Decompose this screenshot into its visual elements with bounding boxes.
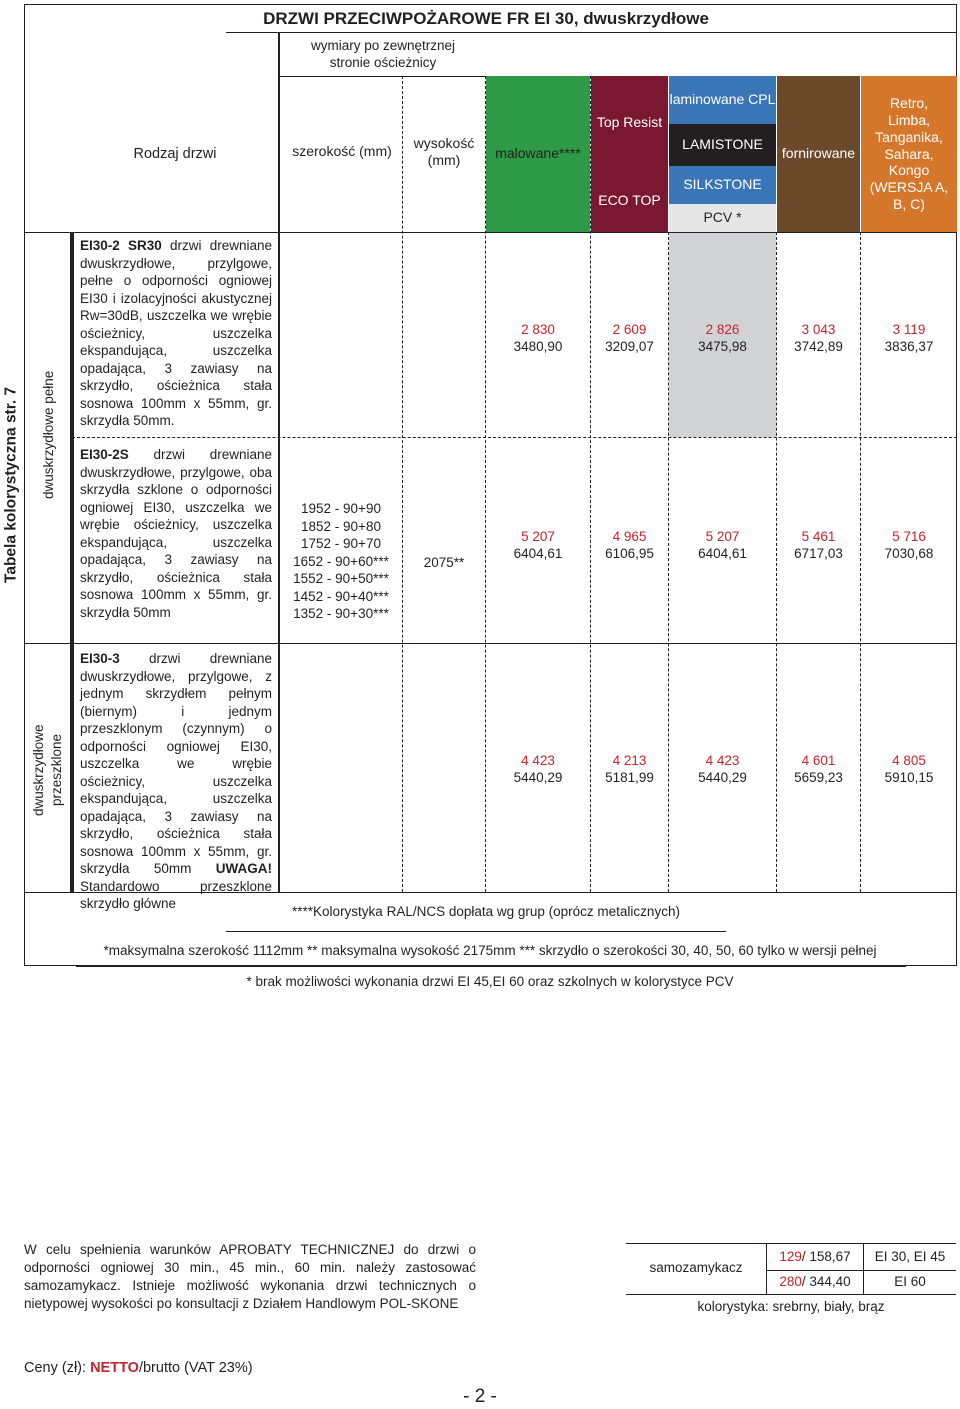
header-eco-top: ECO TOP: [598, 192, 661, 209]
price-cell: 5 207 6404,61: [698, 529, 747, 561]
door-closer-price-1: 129 / 158,67: [779, 1248, 851, 1264]
price-cell: 4 805 5910,15: [884, 753, 934, 785]
header-painted: malowane****: [486, 76, 590, 232]
width-list: 1952 - 90+90 1852 - 90+80 1752 - 90+70 1652 - 90+60*** 1552 - 90+50*** 1452 - 90+40*** 1352 - 90+30***: [293, 501, 389, 621]
price-cell: 3 119 3836,37: [884, 322, 934, 354]
group-label-full: dwuskrzydłowe pełne: [41, 370, 56, 500]
door-closer-colors: kolorystyka: srebrny, biały, brąz: [697, 1298, 885, 1314]
row-description: EI30-3 drzwi drewniane dwuskrzydłowe, przylgowe, z jednym skrzydłem pełnym (biernym) i jednym przeszklonym (czynnym) o odporności ogniowej EI30, uszczelka we wrębie ościeżnicy, uszczelka ekspandująca, uszczelka opadająca, 3 zawiasy na skrzydło, ościeżnica stała sosnowa 100mm x 55mm, gr. skrzydła 50mm UWAGA! Standardowo przeszklone skrzydło główne: [80, 651, 272, 911]
door-closer-price-2: 280 / 344,40: [779, 1273, 851, 1289]
header-lamistone: LAMISTONE: [669, 124, 776, 166]
price-cell: 4 423 5440,29: [698, 753, 747, 785]
row-description: EI30-2 SR30 drzwi drewniane dwuskrzydłowe, przylgowe, pełne o odporności ogniowej EI30 i izolacyjności akustycznej Rw=30dB, uszczelka we wrębie ościeżnicy, uszczelka ekspandująca, uszczelka opadająca, 3 zawiasy na skrzydło, ościeżnica stała sosnowa 100mm x 55mm, gr. skrzydła 50mm.: [80, 238, 272, 428]
note-pcv-restriction: * brak możliwości wykonania drzwi EI 45,EI 60 oraz szkolnych w kolorystyce PCV: [246, 973, 734, 989]
price-cell: 5 461 6717,03: [794, 529, 843, 561]
row-description: EI30-2S drzwi drewniane dwuskrzydłowe, przylgowe, oba skrzydła szklone o odporności ogniowej EI30, uszczelka we wrębie ościeżnicy, uszczelka ekspandująca, uszczelka opadająca, 3 zawiasy na skrzydło, ościeżnica stała sosnowa 100mm x 55mm, gr. skrzydła 50mm: [80, 447, 272, 620]
price-legend: Ceny (zł): NETTO/brutto (VAT 23%): [24, 1360, 253, 1376]
price-cell: 4 423 5440,29: [513, 753, 563, 785]
header-door-type: Rodzaj drzwi: [133, 145, 217, 162]
header-height: wysokość (mm): [413, 134, 475, 168]
price-cell: 5 716 7030,68: [884, 529, 934, 561]
table-title: DRZWI PRZECIWPOŻAROWE FR EI 30, dwuskrzydłowe: [263, 9, 709, 29]
header-silkstone: SILKSTONE: [669, 166, 776, 204]
header-veneered: fornirowane: [777, 76, 860, 232]
note-max-dimensions: *maksymalna szerokość 1112mm ** maksymalna wysokość 2175mm *** skrzydło o szerokości 30, 40, 50, 60 tylko w wersji pełnej: [103, 942, 877, 958]
price-cell: 3 043 3742,89: [794, 322, 843, 354]
note-ral-ncs: ****Kolorystyka RAL/NCS dopłata wg grup (oprócz metalicznych): [292, 903, 680, 919]
price-cell: 4 213 5181,99: [605, 753, 654, 785]
page-number: - 2 -: [463, 1386, 497, 1408]
door-closer-class-2: EI 60: [894, 1273, 926, 1289]
price-cell: 2 830 3480,90: [513, 322, 563, 354]
price-cell: 2 609 3209,07: [605, 322, 654, 354]
group-label-glazed: dwuskrzydłowe przeszklone: [31, 724, 64, 816]
door-closer-label: samozamykacz: [649, 1259, 743, 1275]
header-pcv: PCV *: [669, 204, 776, 232]
side-label-color-table: Tabela kolorystyczna str. 7: [2, 386, 20, 584]
height-value: 2075**: [423, 554, 465, 570]
header-laminated-cpl: laminowane CPL: [669, 76, 776, 124]
door-closer-class-1: EI 30, EI 45: [874, 1248, 946, 1264]
approval-info-text: W celu spełnienia warunków APROBATY TECHNICZNEJ do drzwi o odporności ogniowej 30 min., 45 min., 60 min. należy zastosować samozamykacz. Istnieje możliwość wykonania drzwi technicznych o nietypowej wysokości po konsultacji z Działem Handlowym POL-SKONE: [24, 1242, 476, 1311]
price-cell: 2 826 3475,98: [698, 322, 747, 354]
header-top-resist: Top Resist: [596, 114, 663, 131]
header-dimensions: wymiary po zewnętrznej stronie ościeżnicy: [310, 38, 456, 70]
price-cell: 5 207 6404,61: [513, 529, 563, 561]
header-retro: Retro, Limba, Tanganika, Sahara, Kongo (WERSJA A, B, C): [861, 76, 957, 232]
header-width: szerokość (mm): [292, 143, 392, 160]
price-cell: 4 601 5659,23: [794, 753, 843, 785]
price-cell: 4 965 6106,95: [605, 529, 654, 561]
